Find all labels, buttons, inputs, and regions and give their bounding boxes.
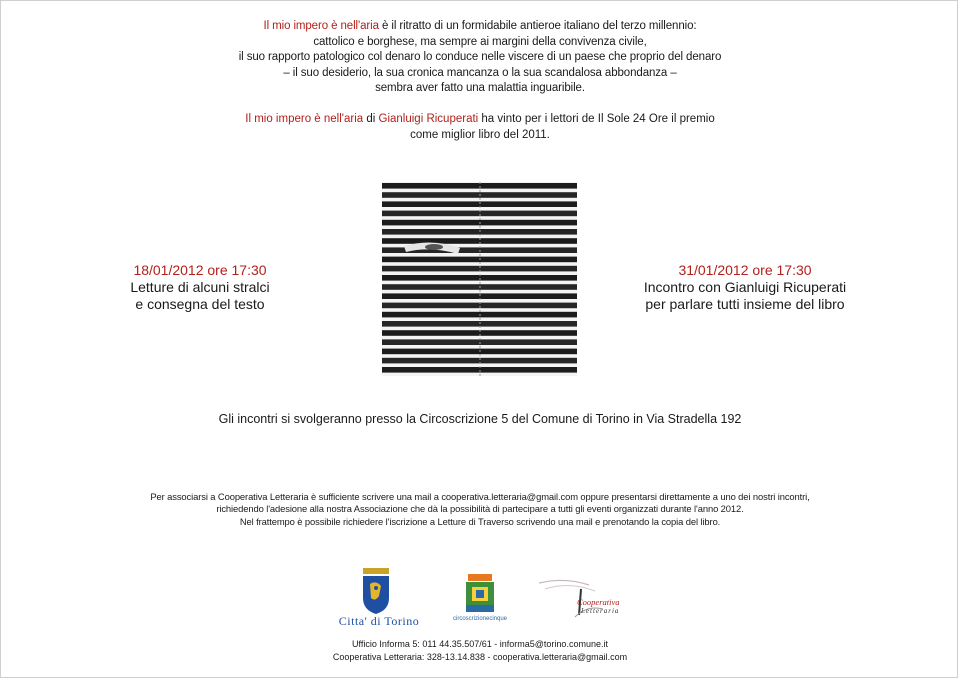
event-2-line-2: per parlare tutti insieme del libro — [645, 296, 845, 312]
intro-line-1: è il ritratto di un formidabile antieroe italiano del terzo millennio: — [378, 20, 697, 32]
intro-line-3: il suo rapporto patologico col denaro lo conduce nelle viscere di un paese che proprio del denaro — [238, 51, 722, 63]
event-2-date: 31/01/2012 ore 17:30 — [678, 262, 812, 278]
join-line-1: Per associarsi a Cooperativa Letteraria è sufficiente scrivere una mail a cooperativa.letteraria@gmail.com oppure presentarsi direttamente a uno dei nostri incontri, — [150, 491, 810, 502]
event-2-line-1: Incontro con Gianluigi Ricuperati — [643, 279, 847, 295]
circoscrizione-label: circoscrizionecinque — [452, 616, 508, 622]
contacts-line-1: Ufficio Informa 5: 011 44.35.507/61 - informa5@torino.comune.it — [352, 639, 608, 649]
intro-line-4: – il suo desiderio, la sua cronica mancanza o la sua scandalosa abbondanza – — [283, 66, 677, 79]
event-1-date: 18/01/2012 ore 17:30 — [133, 262, 267, 278]
cooperativa-letteraria-logo — [535, 575, 630, 625]
event-1 — [80, 262, 320, 313]
book-title: Il mio impero è nell'aria — [263, 20, 379, 32]
contacts-line-2: Cooperativa Letteraria: 328-13.14.838 - cooperativa.letteraria@gmail.com — [332, 652, 628, 662]
intro-text — [150, 19, 810, 97]
citta-di-torino-logo — [323, 568, 435, 630]
intro-line-2: cattolico e borghese, ma sempre ai margini della convivenza civile, — [313, 35, 647, 48]
join-line-2: richiedendo l'adesione alla nostra Associazione che dà la possibilità di partecipare a tutti gli eventi organizzati durante l'anno 2012. — [216, 503, 744, 515]
coop-label-2: Letteraria — [581, 607, 620, 615]
membership-info — [60, 491, 900, 528]
author-name: Gianluigi Ricuperati — [378, 113, 479, 125]
join-line-3: Nel frattempo è possibile richiedere l'iscrizione a Letture di Traverso scrivendo una mail e prenotando la copia del libro. — [239, 515, 721, 527]
event-1-line-1: Letture di alcuni stralci — [130, 279, 270, 295]
circoscrizione-cinque-logo — [452, 572, 508, 628]
award-line-1: ha vinto per i lettori de Il Sole 24 Ore il premio — [478, 113, 715, 125]
award-di: di — [363, 113, 379, 125]
event-1-line-2: e consegna del testo — [135, 296, 265, 312]
award-text — [150, 112, 810, 143]
coop-label-1: Cooperativa — [577, 597, 620, 607]
citta-di-torino-label: Citta' di Torino — [338, 614, 420, 628]
award-book-title: Il mio impero è nell'aria — [245, 113, 364, 125]
venue-text: Gli incontri si svolgeranno presso la Circoscrizione 5 del Comune di Torino in Via Stradella 192 — [218, 412, 742, 426]
intro-line-5: sembra aver fatto una malattia inguaribile. — [375, 82, 585, 94]
award-line-2: come miglior libro del 2011. — [410, 128, 550, 141]
contacts — [250, 638, 710, 664]
event-2 — [620, 262, 870, 313]
venetian-blind-photo — [382, 182, 577, 376]
